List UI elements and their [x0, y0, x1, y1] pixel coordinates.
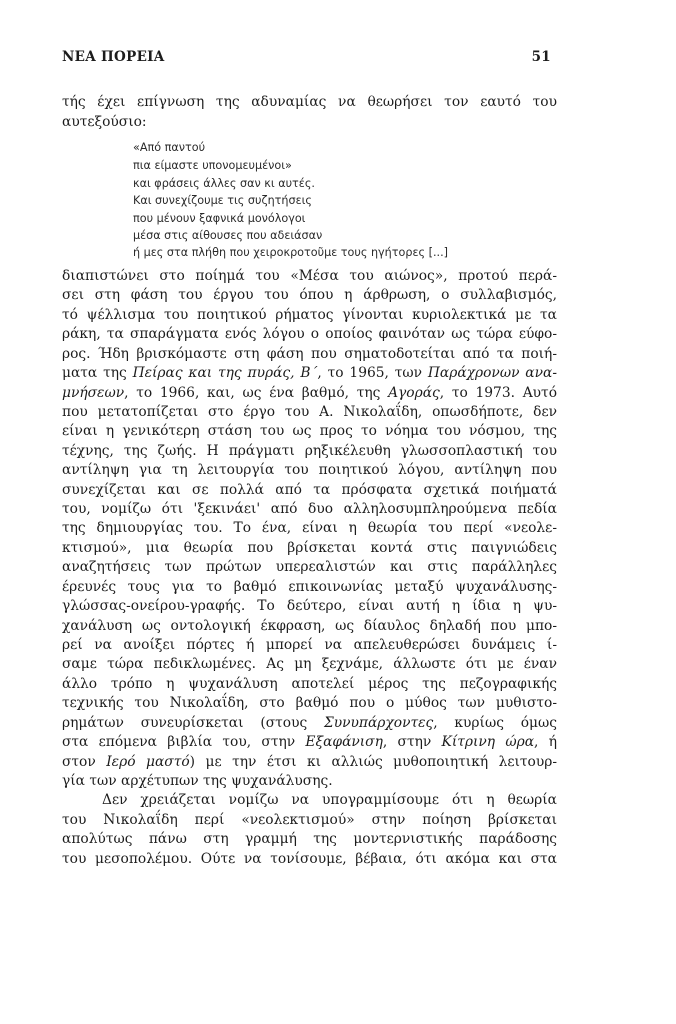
text-run: , ή: [534, 734, 557, 751]
text-run: στα επόμενα βιβλία του, στην: [62, 734, 306, 751]
body-line: [62, 306, 557, 324]
text-run: γία των αρχέτυπων της ψυχανάλυσης.: [62, 772, 333, 789]
poem-line: και φράσεις άλλες σαν κι αυτές.: [133, 177, 315, 190]
body-line: [62, 500, 557, 518]
text-run: ) με την έτσι κι αλλιώς μυθοποιητική λειτουρ-: [189, 753, 557, 770]
text-run: κτισμού», μια θεωρία που βρίσκεται κοντά στις παιγνιώδεις: [62, 539, 557, 556]
body-line: [62, 403, 557, 421]
text-run: της δημιουργίας του. Το ένα, είναι η θεωρία του περί «νεολε-: [62, 520, 557, 537]
intro-line: αυτεξούσιο:: [62, 114, 147, 130]
poem-line: «Από παντού: [133, 141, 206, 154]
text-run: του μεσοπολέμου. Ούτε να τονίσουμε, βέβαια, ότι ακόμα και στα: [62, 850, 557, 867]
body-line: [62, 694, 557, 712]
italic-title: Κίτρινη ώρα: [441, 734, 535, 751]
italic-title: Ιερό μαστό: [106, 753, 190, 770]
text-run: στον: [62, 753, 107, 770]
intro-line: τής έχει επίγνωση της αδυναμίας να θεωρήσει τον εαυτό του: [62, 94, 557, 110]
text-run: αντίληψη για τη λειτουργία του ποιητικού λόγου, αντίληψη που: [62, 462, 557, 479]
text-run: σει στη φάση του έργου του όπου η άρθρωση, ο συλλαβισμός,: [62, 287, 557, 304]
text-run: τό ψέλλισμα του ποιητικού ρήματος γίνονται κυριολεκτικά με τα: [62, 306, 557, 323]
text-run: του Νικολαΐδη περί «νεολεκτισμού» στην ποίηση βρίσκεται: [62, 811, 557, 828]
running-header: [62, 49, 551, 65]
text-run: , το 1966, και, ως ένα βαθμό, της: [124, 384, 389, 401]
body-line: [62, 791, 557, 809]
text-run: διαπιστώνει στο ποίημά του «Μέσα του αιώνος», προτού περά-: [62, 268, 557, 284]
body-line: [62, 345, 557, 363]
poem-line: Και συνεχίζουμε τις συζητήσεις: [133, 194, 312, 207]
text-run: , το 1973. Αυτό: [439, 384, 557, 401]
body-line: [62, 830, 557, 848]
journal-title: ΝΕΑ ΠΟΡΕΙΑ: [62, 49, 165, 65]
body-line: [62, 519, 557, 537]
text-run: ματα της: [62, 365, 133, 382]
body-line: [62, 850, 557, 868]
text-run: που μετατοπίζεται στο έργο του Α. Νικολαΐδη, οπωσδήποτε, δεν: [62, 403, 557, 420]
text-run: ρημάτων συνευρίσκεται (στους: [62, 714, 324, 731]
body-line: [62, 558, 557, 576]
body-line: [62, 772, 557, 790]
text-run: τεχνικής του Νικολαΐδη, στο βαθμό που ο μύθος των μυθιστο-: [62, 695, 557, 712]
text-run: τέχνης, της ζωής. Η πράγματι ρηξικέλευθη γλωσσοπλαστική του: [62, 442, 557, 459]
text-run: έρευνές τους για το βαθμό επικοινωνίας μεταξύ ψυχανάλυσης-: [62, 578, 557, 595]
text-run: , κυρίως όμως: [433, 714, 557, 731]
italic-title: Παράχρονων ανα-: [427, 365, 557, 382]
body-line: [62, 636, 557, 654]
body-line: [62, 539, 557, 557]
text-run: συνεχίζεται και σε πολλά από τα πρόσφατα σχετικά ποιήματά: [62, 481, 557, 498]
text-run: γλώσσας-ονείρου-γραφής. Το δεύτερο, είναι αυτή η ίδια η ψυ-: [62, 598, 557, 615]
italic-title: Συνυπάρχοντες: [324, 714, 434, 731]
text-run: του, νομίζω ότι 'ξεκινάει' από δυο αλληλοσυμπληρούμενα πεδία: [62, 501, 557, 518]
body-line: [62, 733, 557, 751]
poem-line: ή μες στα πλήθη που χειροκροτοῦμε τους ηγήτορες [...]: [133, 246, 449, 259]
body-line: [62, 384, 557, 402]
body-line: [62, 578, 557, 596]
body-line: [62, 714, 557, 732]
body-line: [62, 461, 557, 479]
italic-title: Εξαφάνιση: [305, 734, 383, 751]
body-line: [62, 597, 557, 615]
text-run: είναι η γενικότερη στάση του ως προς το νόημα του νόσμου, της: [62, 423, 557, 440]
text-run: αναζητήσεις των πρώτων υπερεαλιστών και στις παράλληλες: [62, 559, 557, 576]
text-run: ρεί να ανοίξει πόρτες ή μπορεί να απελευθερώσει δυνάμεις ί-: [62, 636, 557, 653]
body-line: [62, 325, 557, 343]
text-run: απολύτως πάνω στη γραμμή της μοντερνιστικής παράδοσης: [62, 831, 557, 848]
body-line: [62, 617, 557, 635]
body-line: [62, 655, 557, 673]
body-line: [62, 286, 557, 304]
text-run: ράκη, τα σπαράγματα ενός λόγου ο οποίος φαινόταν ως τώρα εύφο-: [62, 326, 557, 343]
poem-line: πια είμαστε υπονομευμένοι»: [133, 159, 292, 172]
text-run: σαμε τώρα πεδικλωμένες. Ας μη ξεχνάμε, άλλωστε ότι με έναν: [62, 656, 557, 673]
body-line: [62, 675, 557, 693]
page-number: 51: [531, 49, 551, 65]
body-line: [62, 811, 557, 829]
body-line: [62, 267, 557, 285]
text-run: , στην: [382, 734, 442, 751]
body-line: [62, 442, 557, 460]
italic-title: Αγοράς: [388, 384, 440, 401]
text-run: άλλο τρόπο η ψυχανάλυση αποτελεί μέρος της πεζογραφικής: [62, 675, 557, 692]
text-run: Δεν χρειάζεται νομίζω να υπογραμμίσουμε ότι η θεωρία: [102, 792, 557, 809]
text-run: χανάλυση ως οντολογική έκφραση, ως δίαυλος δηλαδή που μπο-: [62, 617, 557, 634]
poem-line: μέσα στις αίθουσες που αδειάσαν: [133, 229, 323, 242]
text-run: ρος. Ήδη βρισκόμαστε στη φάση που σηματοδοτείται από τα ποιή-: [62, 345, 557, 362]
body-line: [62, 422, 557, 440]
italic-title: Πείρας και της πυράς, Β΄: [132, 365, 318, 382]
poem-line: που μένουν ξαφνικά μονόλογοι: [133, 212, 306, 225]
body-line: [62, 481, 557, 499]
italic-title: μνήσεων: [62, 384, 125, 401]
body-line: [62, 364, 557, 382]
body-line: [62, 753, 557, 771]
text-run: , το 1965, των: [317, 365, 428, 382]
